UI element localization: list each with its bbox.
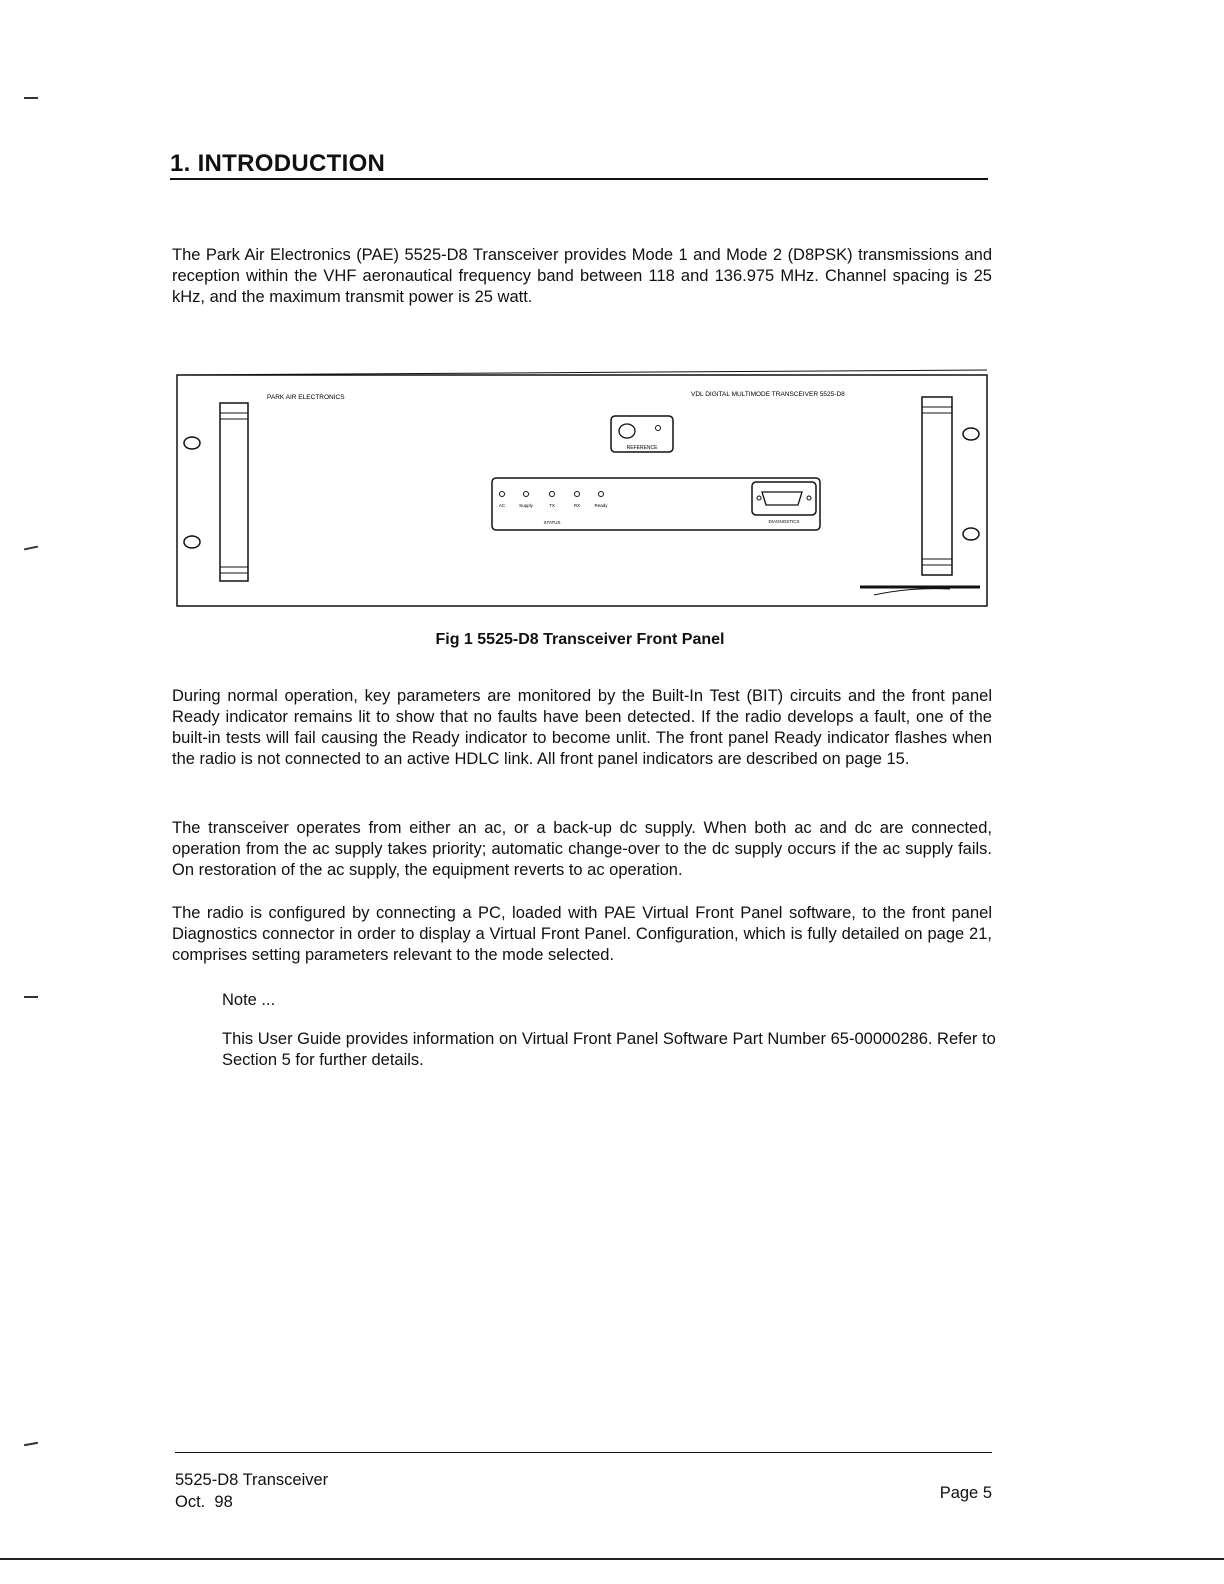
footer-product: 5525-D8 Transceiver bbox=[175, 1471, 329, 1489]
panel-outline bbox=[177, 375, 987, 606]
footer-product-info bbox=[175, 1469, 328, 1513]
mounting-hole bbox=[963, 528, 979, 540]
paragraph-bit: During normal operation, key parameters are monitored by the Built-In Test (BIT) circuits and the front panel Ready indicator remains lit to show that no faults have been detected. If the radio develops a fault, one of the built-in tests will fail causing the Ready indicator to become unlit. The front panel Ready indicator flashes when the radio is not connected to an active HDLC link. All front panel indicators are described on page 15. bbox=[172, 687, 992, 768]
indicator-label: RX bbox=[573, 503, 581, 508]
left-handle bbox=[220, 403, 248, 581]
footer-date: Oct. 98 bbox=[175, 1493, 233, 1511]
paragraph-intro: The Park Air Electronics (PAE) 5525-D8 Transceiver provides Mode 1 and Mode 2 (D8PSK) transmissions and reception within the VHF aeronautical frequency band between 118 and 136.975 MHz. Channel spacing is 25 kHz, and the maximum transmit power is 25 watt. bbox=[172, 246, 992, 306]
front-panel-figure bbox=[170, 365, 994, 610]
margin-mark bbox=[24, 996, 38, 998]
paragraph-config: The radio is configured by connecting a PC, loaded with PAE Virtual Front Panel software, to the front panel Diagnostics connector in order to display a Virtual Front Panel. Configuration, which is fully detailed on page 21, comprises setting parameters relevant to the mode selected. bbox=[172, 904, 992, 964]
diagnostics-label: DIAGNOSTICS bbox=[768, 519, 800, 524]
mounting-hole bbox=[184, 437, 200, 449]
indicator-led bbox=[599, 492, 604, 497]
note-label: Note ... bbox=[222, 991, 276, 1009]
brand-label: PARK AIR ELECTRONICS bbox=[267, 394, 345, 401]
margin-mark bbox=[24, 97, 38, 99]
diagnostics-connector bbox=[752, 482, 816, 515]
indicator-led bbox=[575, 492, 580, 497]
reference-label: REFERENCE bbox=[626, 445, 658, 451]
margin-mark bbox=[24, 546, 38, 551]
page-bottom-edge bbox=[0, 1558, 1224, 1560]
margin-mark bbox=[24, 1442, 38, 1446]
right-handle bbox=[922, 397, 952, 575]
indicator-led bbox=[550, 492, 555, 497]
indicator-label: AC bbox=[498, 503, 506, 508]
indicator-label: Supply bbox=[519, 503, 533, 508]
status-label: STATUS bbox=[543, 520, 561, 525]
indicator-label: Ready bbox=[594, 503, 608, 508]
footer-rule bbox=[175, 1452, 992, 1453]
page-number: Page 5 bbox=[939, 1484, 992, 1502]
model-label: VDL DIGITAL MULTIMODE TRANSCEIVER 5525-D8 bbox=[691, 391, 845, 398]
heading-underline bbox=[170, 178, 988, 180]
indicator-led bbox=[500, 492, 505, 497]
indicator-led bbox=[524, 492, 529, 497]
paragraph-supply: The transceiver operates from either an ac, or a back-up dc supply. When both ac and dc are connected, operation from the ac supply takes priority; automatic change-over to the dc supply occurs if the ac supply fails. On restoration of the ac supply, the equipment reverts to ac operation. bbox=[172, 819, 992, 879]
mounting-hole bbox=[963, 428, 979, 440]
mounting-hole bbox=[184, 536, 200, 548]
section-heading: 1. INTRODUCTION bbox=[170, 150, 386, 177]
note-text: This User Guide provides information on Virtual Front Panel Software Part Number 65-00000286. Refer to Section 5 for further details. bbox=[222, 1030, 996, 1069]
indicator-label: TX bbox=[549, 503, 555, 508]
figure-caption: Fig 1 5525-D8 Transceiver Front Panel bbox=[435, 631, 725, 648]
